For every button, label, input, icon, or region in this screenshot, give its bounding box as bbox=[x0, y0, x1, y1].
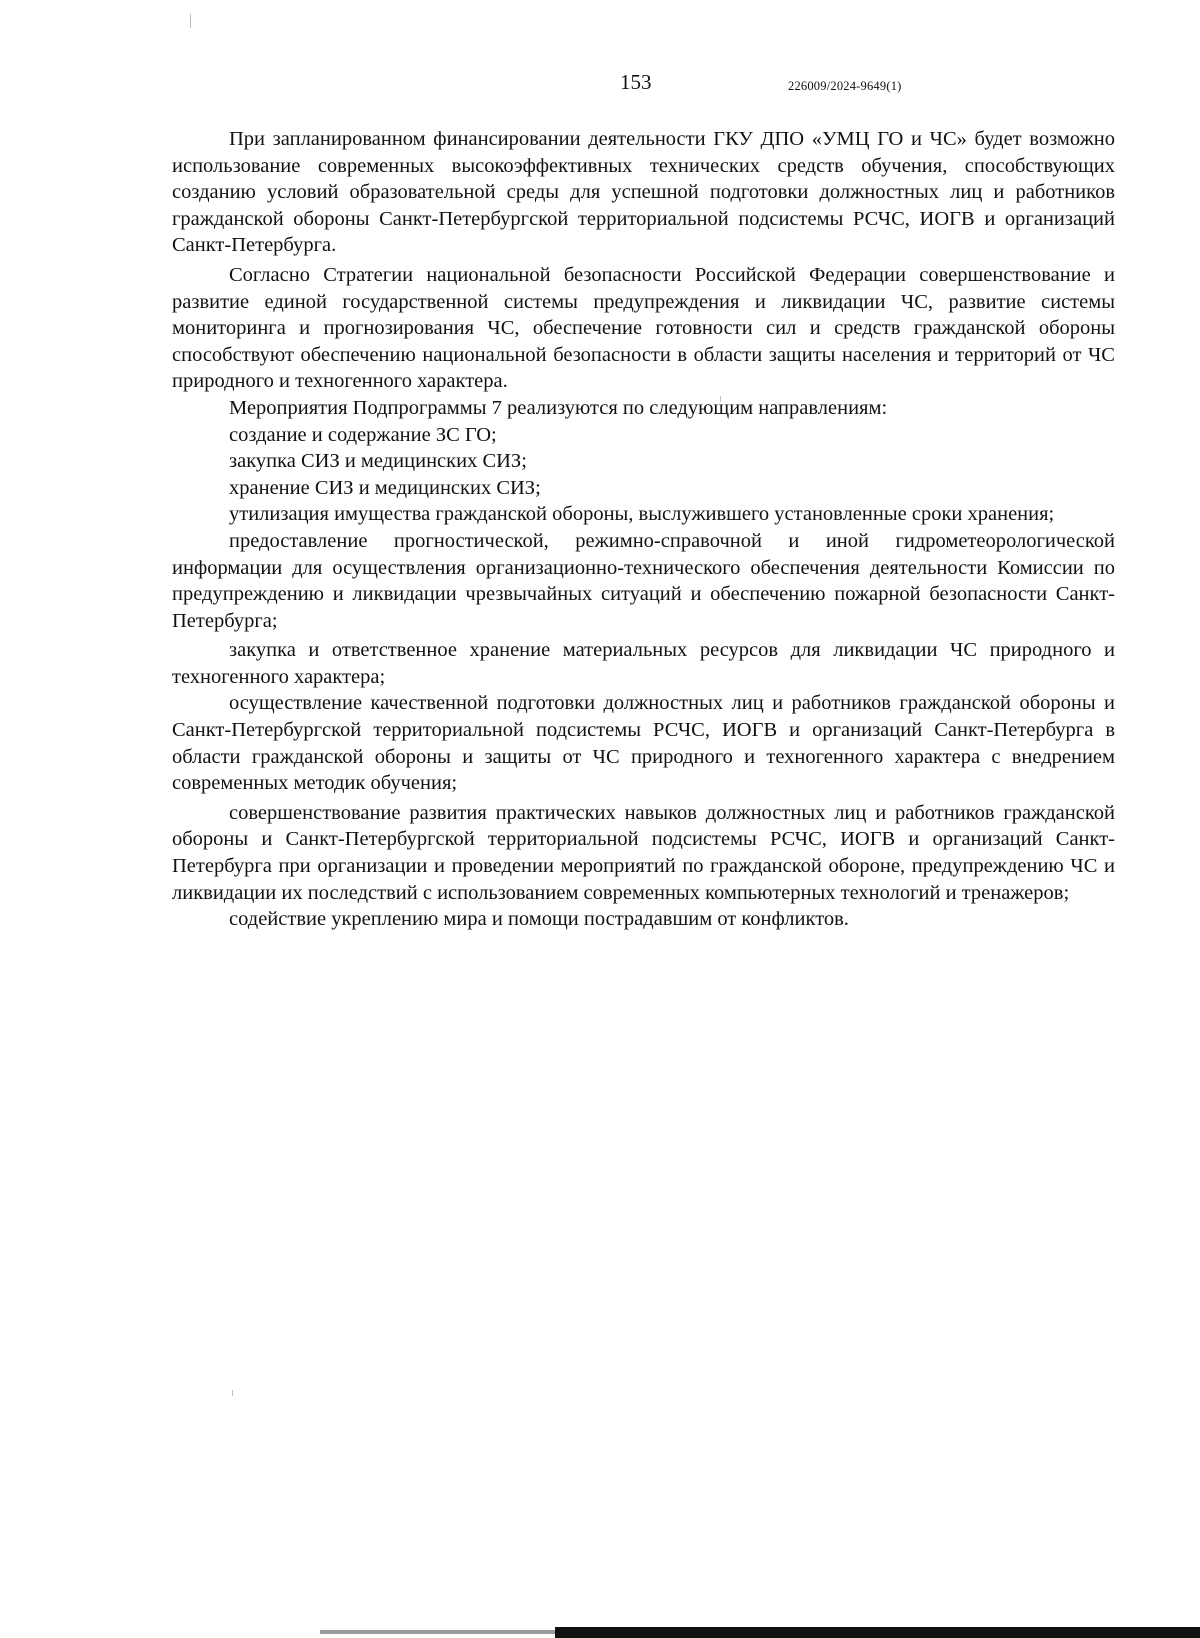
list-item: утилизация имущества гражданской обороны, выслужившего установленные сроки хранения; bbox=[229, 503, 1055, 526]
list-item: создание и содержание ЗС ГО; bbox=[229, 423, 497, 446]
list-item: осуществление качественной подготовки должностных лиц и работников гражданской обороны и Санкт-Петербургской территориальной подсистемы РСЧС, ИОГВ и организаций Санкт-Петербурга в области гражданской обороны и защиты от ЧС природного и техногенного характера с внедрением современных методик обучения; bbox=[172, 692, 1115, 795]
list-item: хранение СИЗ и медицинских СИЗ; bbox=[229, 476, 541, 499]
scan-artifact-mark bbox=[232, 1390, 233, 1396]
list-item: закупка и ответственное хранение материальных ресурсов для ликвидации ЧС природного и техногенного характера; bbox=[172, 639, 1115, 688]
list-item: содействие укреплению мира и помощи пострадавшим от конфликтов. bbox=[229, 908, 849, 931]
list-item: совершенствование развития практических навыков должностных лиц и работников гражданской обороны и Санкт-Петербургской территориальной подсистемы РСЧС, ИОГВ и организаций Санкт-Петербурга при организации и проведении мероприятий по гражданской обороне, предупреждению ЧС и ликвидации их последствий с использованием современных компьютерных технологий и тренажеров; bbox=[172, 801, 1115, 904]
paragraph-financing: При запланированном финансировании деятельности ГКУ ДПО «УМЦ ГО и ЧС» будет возможно использование современных высокоэффективных технических средств обучения, способствующих созданию условий образовательной среды для успешной подготовки должностных лиц и работников гражданской обороны Санкт-Петербургской территориальной подсистемы РСЧС, ИОГВ и организаций Санкт-Петербурга. bbox=[172, 128, 1115, 257]
document-id: 226009/2024-9649(1) bbox=[788, 79, 902, 93]
page-number: 153 bbox=[620, 70, 652, 94]
list-item: предоставление прогностической, режимно-справочной и иной гидрометеорологической информации для осуществления организационно-технического обеспечения деятельности Комиссии по предупреждению и ликвидации чрезвычайных ситуаций и обеспечению пожарной безопасности Санкт-Петербурга; bbox=[172, 529, 1115, 632]
scan-edge-bar bbox=[555, 1627, 1200, 1638]
document-body bbox=[172, 126, 1115, 933]
paragraph-directions-intro: Мероприятия Подпрограммы 7 реализуются по следующим направлениям: bbox=[229, 396, 888, 419]
scan-edge-shadow bbox=[320, 1630, 560, 1634]
paragraph-strategy: Согласно Стратегии национальной безопасности Российской Федерации совершенствование и развитие единой государственной системы предупреждения и ликвидации ЧС, развитие системы мониторинга и прогнозирования ЧС, обеспечение готовности сил и средств гражданской обороны способствуют обеспечению национальной безопасности в области защиты населения и территорий от ЧС природного и техногенного характера. bbox=[172, 263, 1115, 393]
list-item: закупка СИЗ и медицинских СИЗ; bbox=[229, 450, 527, 473]
scan-artifact-mark bbox=[190, 14, 191, 28]
